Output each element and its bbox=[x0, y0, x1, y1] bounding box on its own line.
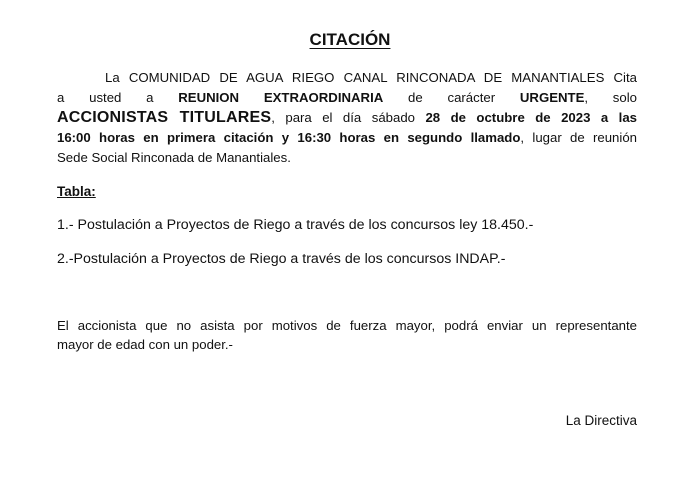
intro-line-1: La COMUNIDAD DE AGUA RIEGO CANAL RINCONADA DE MANANTIALES Cita bbox=[105, 70, 637, 85]
intro-text: , para el día sábado bbox=[271, 110, 426, 125]
audience-label: ACCIONISTAS TITULARES bbox=[57, 109, 272, 126]
intro-text: de carácter bbox=[383, 90, 520, 105]
meeting-type: REUNION EXTRAORDINARIA bbox=[178, 90, 384, 105]
meeting-times: 16:00 horas en primera citación y 16:30 horas en segundo llamado bbox=[57, 130, 521, 145]
agenda-item: 1.- Postulación a Proyectos de Riego a través de los concursos ley 18.450.- bbox=[57, 217, 534, 233]
agenda-item: 2.-Postulación a Proyectos de Riego a través de los concursos INDAP.- bbox=[57, 251, 506, 267]
agenda-heading: Tabla: bbox=[57, 184, 96, 199]
intro-line-3 bbox=[57, 108, 637, 128]
meeting-location: Sede Social Rinconada de Manantiales. bbox=[57, 150, 291, 165]
proxy-note-line-1: El accionista que no asista por motivos de fuerza mayor, podrá enviar un representante bbox=[57, 318, 637, 333]
intro-text: , solo bbox=[584, 90, 638, 105]
intro-line-2 bbox=[57, 88, 637, 108]
proxy-note bbox=[57, 316, 637, 354]
proxy-note-line-2: mayor de edad con un poder.- bbox=[57, 337, 233, 352]
intro-paragraph bbox=[57, 68, 637, 168]
intro-text: , lugar de reunión bbox=[520, 130, 637, 145]
document-title: CITACIÓN bbox=[309, 30, 391, 49]
intro-text: a usted a bbox=[57, 90, 179, 105]
meeting-date: 28 de octubre de 2023 a las bbox=[425, 110, 637, 125]
intro-line-4 bbox=[57, 128, 637, 148]
urgency-label: URGENTE bbox=[519, 90, 585, 105]
signature: La Directiva bbox=[565, 413, 637, 428]
